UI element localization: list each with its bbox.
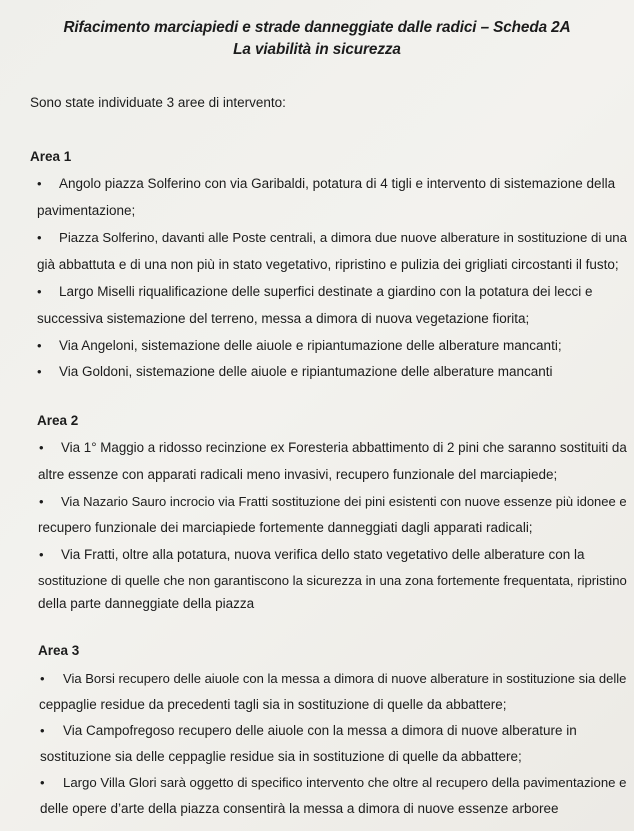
bullet-marker: •	[37, 176, 42, 191]
area-2-item-3-line-1: Via Fratti, oltre alla potatura, nuova verifica dello stato vegetativo delle alberature con la	[61, 547, 585, 562]
area-1-item-2-line-1: Piazza Solferino, davanti alle Poste centrali, a dimora due nuove alberature in sostituzione di una	[59, 230, 628, 245]
area-3-item-2-line-2: sostituzione sia delle ceppaglie residue sia in sostituzione di quelle da abbattere;	[40, 749, 522, 764]
area-3-item-2-line-1: Via Campofregoso recupero delle aiuole con la messa a dimora di nuove alberature in	[63, 723, 577, 738]
area-3-item-1-line-1: Via Borsi recupero delle aiuole con la messa a dimora di nuove alberature in sostituzione sia delle	[63, 671, 627, 686]
area-2-item-1-line-2: altre essenze con apparati radicali meno invasivi, recupero funzionale del marciapiede;	[38, 467, 558, 482]
area-3-item-1-line-2: ceppaglie residue da precedenti tagli sia in sostituzione di quelle da abbattere;	[39, 697, 507, 712]
area-1-item-4-line-1: Via Angeloni, sistemazione delle aiuole e ripiantumazione delle alberature mancanti;	[59, 338, 562, 353]
bullet-marker: •	[37, 284, 42, 299]
bullet-marker: •	[39, 440, 44, 455]
bullet-marker: •	[37, 230, 42, 245]
bullet-marker: •	[39, 494, 44, 509]
area-1-item-5-line-1: Via Goldoni, sistemazione delle aiuole e ripiantumazione delle alberature mancanti	[59, 364, 553, 379]
area-2-item-2-line-2: recupero funzionale dei marciapiede fortemente danneggiati dagli apparati radicali;	[38, 520, 533, 535]
bullet-marker: •	[37, 364, 42, 379]
bullet-marker: •	[39, 547, 44, 562]
area-1-item-1-line-2: pavimentazione;	[37, 203, 136, 218]
area-1-item-2-line-2: già abbattuta e di una non più in stato vegetativo, ripristino e pulizia dei grigliati circostanti il fusto;	[37, 257, 619, 272]
area-1-heading: Area 1	[30, 149, 72, 164]
bullet-marker: •	[40, 671, 45, 686]
area-2-heading: Area 2	[37, 413, 79, 428]
area-3-item-3-line-2: delle opere d’arte della piazza consentirà la messa a dimora di nuove essenze arboree	[40, 801, 559, 816]
area-1-item-3-line-1: Largo Miselli riqualificazione delle superfici destinate a giardino con la potatura dei lecci e	[59, 284, 593, 299]
area-2-item-3-line-3: della parte danneggiate della piazza	[38, 596, 255, 611]
document-title: Rifacimento marciapiedi e strade danneggiate dalle radici – Scheda 2A	[63, 19, 571, 36]
area-2-item-2-line-1: Via Nazario Sauro incrocio via Fratti sostituzione dei pini esistenti con nuove essenze più idonee e	[61, 494, 627, 509]
bullet-marker: •	[37, 338, 42, 353]
area-2-item-1-line-1: Via 1° Maggio a ridosso recinzione ex Foresteria abbattimento di 2 pini che saranno sostituiti da	[61, 440, 627, 455]
area-1-item-1-line-1: Angolo piazza Solferino con via Garibaldi, potatura di 4 tigli e intervento di sistemazione della	[59, 176, 616, 191]
bullet-marker: •	[40, 723, 45, 738]
bullet-marker: •	[40, 775, 45, 790]
area-1-item-3-line-2: successiva sistemazione del terreno, messa a dimora di nuova vegetazione fiorita;	[37, 311, 530, 326]
area-3-item-3-line-1: Largo Villa Glori sarà oggetto di specifico intervento che oltre al recupero della pavimentazione e	[63, 775, 627, 790]
area-3-heading: Area 3	[38, 643, 80, 658]
document-subtitle: La viabilità in sicurezza	[233, 41, 401, 58]
intro-text: Sono state individuate 3 aree di intervento:	[30, 95, 286, 110]
area-2-item-3-line-2: sostituzione di quelle che non garantiscono la sicurezza in una zona fortemente frequentata, ripristino	[38, 573, 627, 588]
